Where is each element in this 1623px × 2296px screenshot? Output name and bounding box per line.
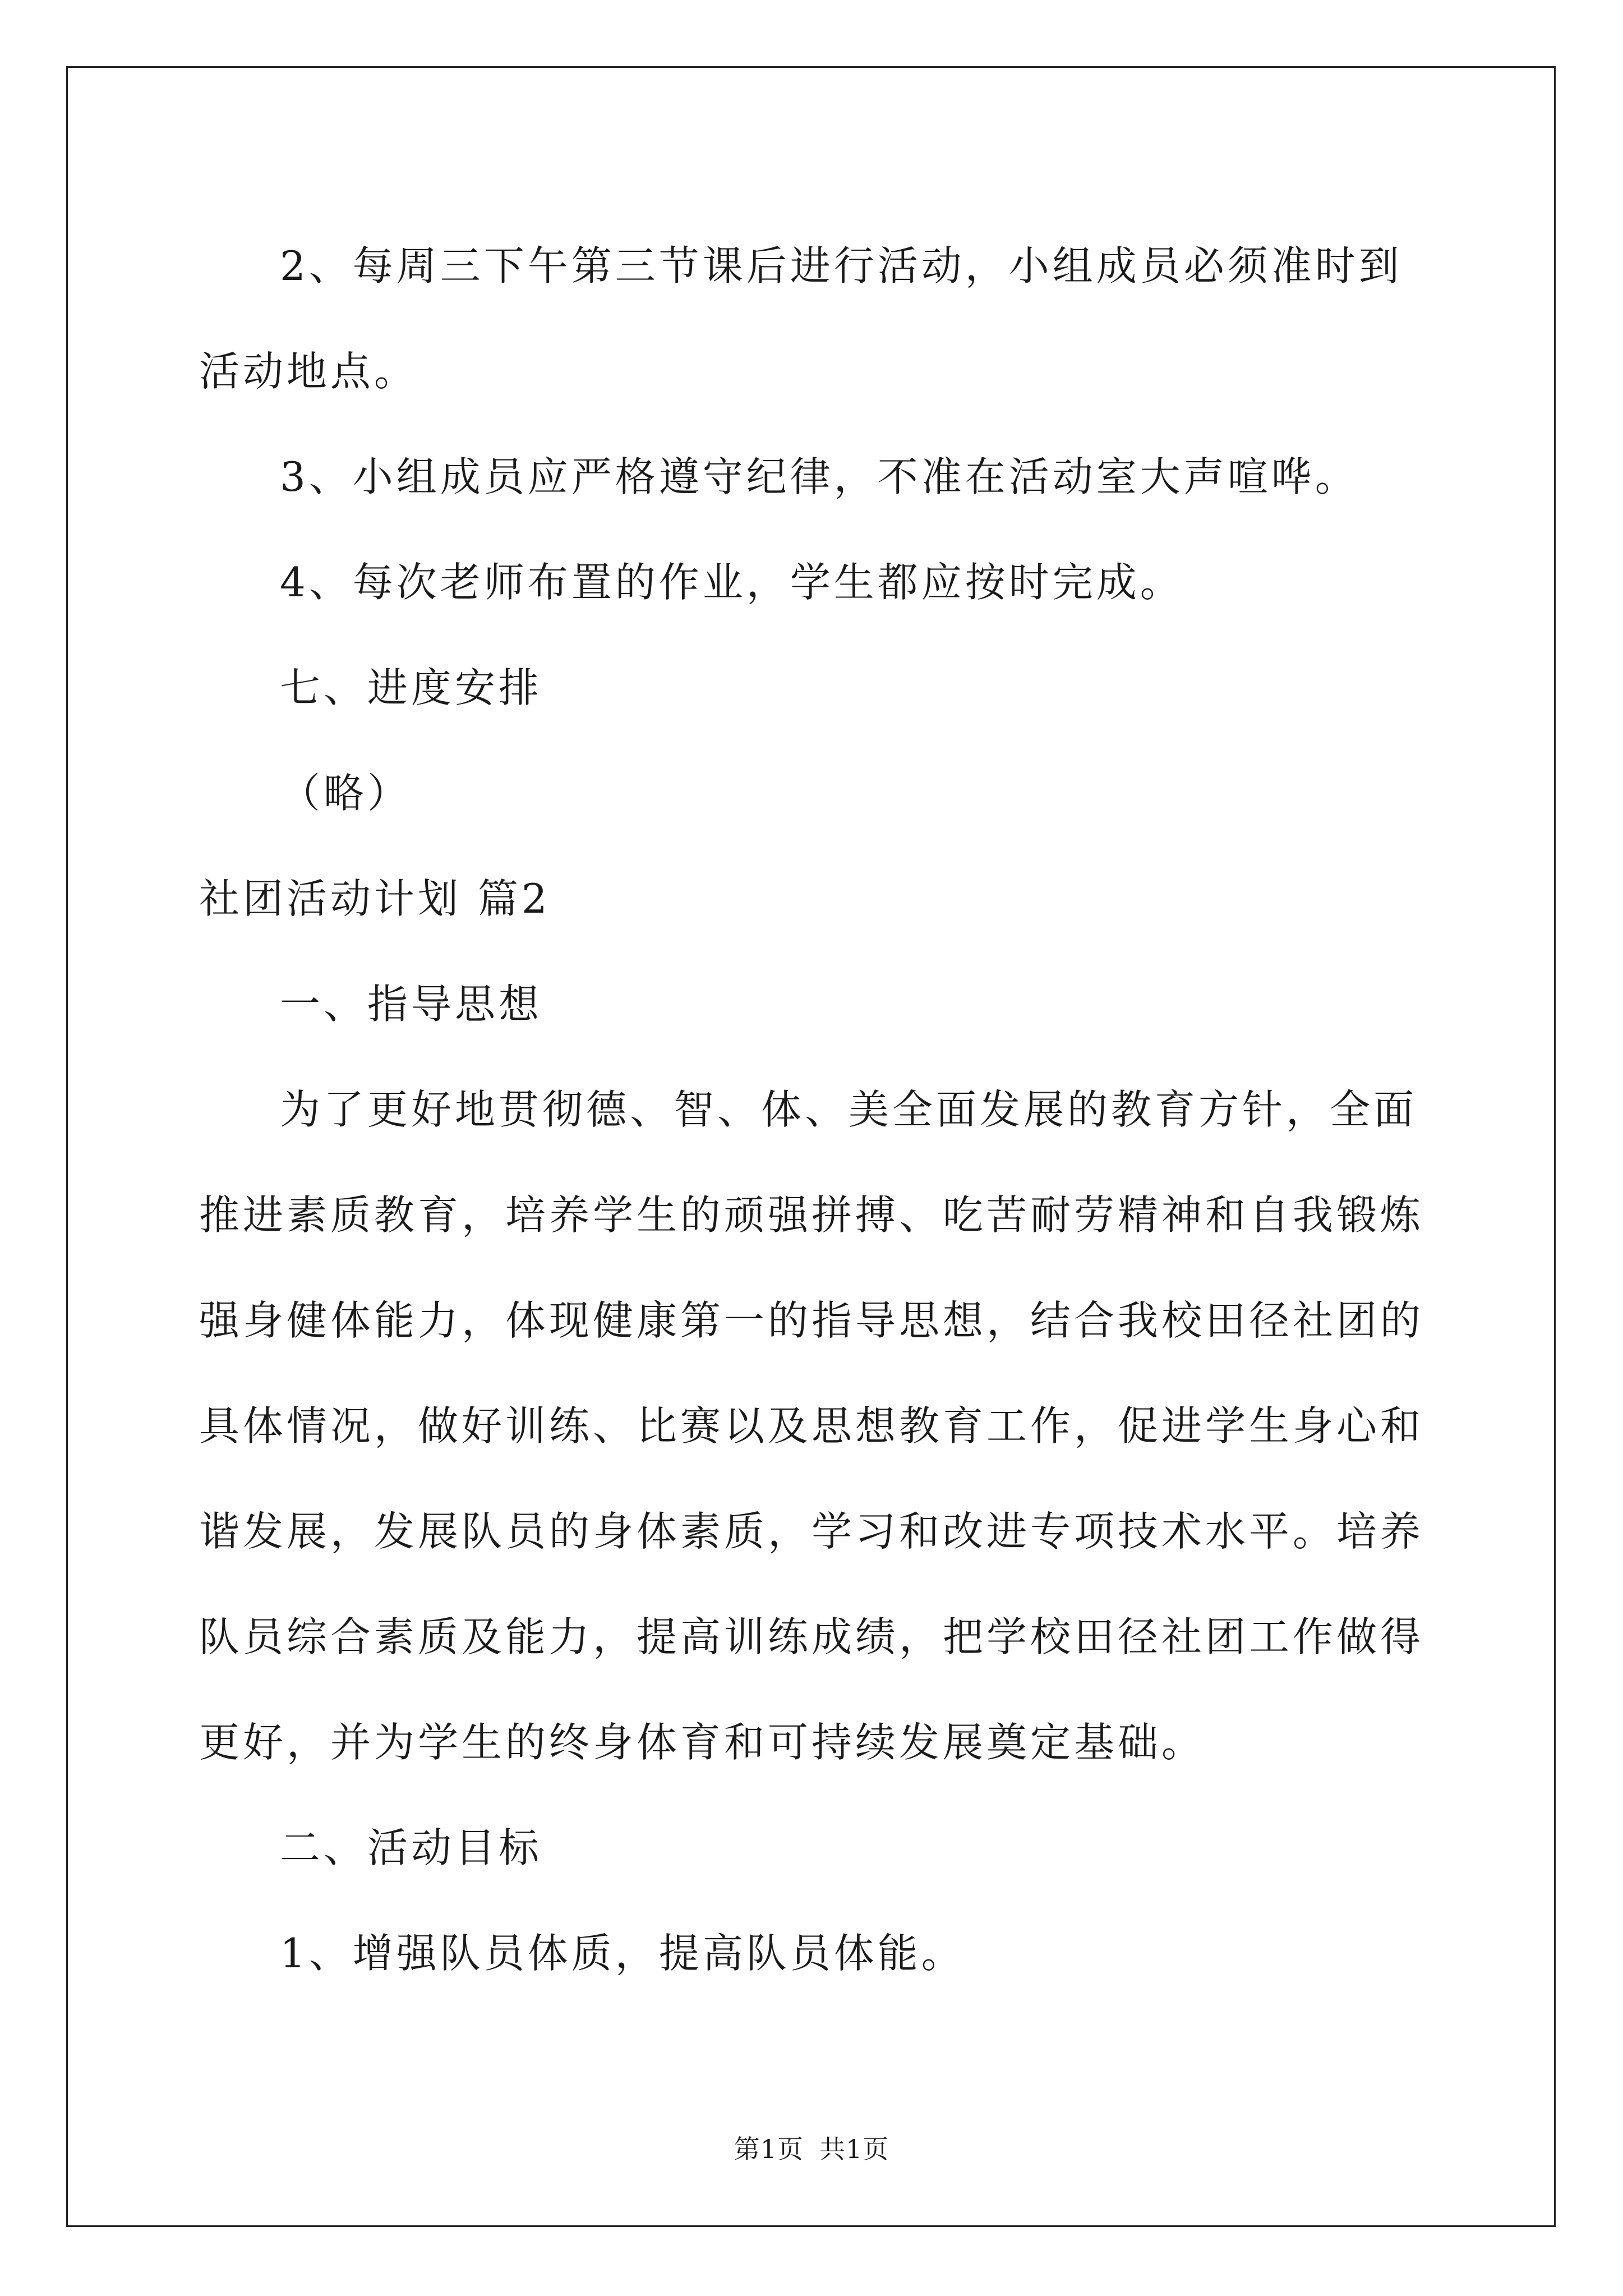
paragraph-rule-2: 2、每周三下午第三节课后进行活动，小组成员必须准时到活动地点。 (199, 242, 1403, 395)
paragraph-rule-3: 3、小组成员应严格遵守纪律，不准在活动室大声喧哗。 (280, 453, 1359, 500)
document-title-part-2: 社团活动计划 篇2 (199, 875, 551, 922)
page-number-current: 第1页 (734, 2134, 804, 2164)
paragraph-guiding-thought: 为了更好地贯彻德、智、体、美全面发展的教育方针，全面推进素质教育，培养学生的顽强拼搏、吃苦耐劳精神和自我锻炼强身健体能力，体现健康第一的指导思想，结合我校田径社团的具体情况，做好训练、比赛以及思想教育工作，促进学生身心和谐发展，发展队员的身体素质，学习和改进专项技术水平。培养队员综合素质及能力，提高训练成绩，把学校田径社团工作做得更好，并为学生的终身体育和可持续发展奠定基础。 (199, 1086, 1424, 1766)
section-heading-goals: 二、活动目标 (280, 1824, 543, 1871)
section-heading-schedule: 七、进度安排 (280, 664, 543, 711)
paragraph-goal-1: 1、增强队员体质，提高队员体能。 (280, 1930, 965, 1977)
paragraph-rule-4: 4、每次老师布置的作业，学生都应按时完成。 (280, 559, 1184, 606)
paragraph-omitted: （略） (280, 770, 412, 817)
document-body (199, 213, 1427, 2006)
page-number-total: 共1页 (819, 2134, 889, 2164)
page-footer (0, 2129, 1623, 2166)
section-heading-guiding-thought: 一、指导思想 (280, 981, 543, 1028)
